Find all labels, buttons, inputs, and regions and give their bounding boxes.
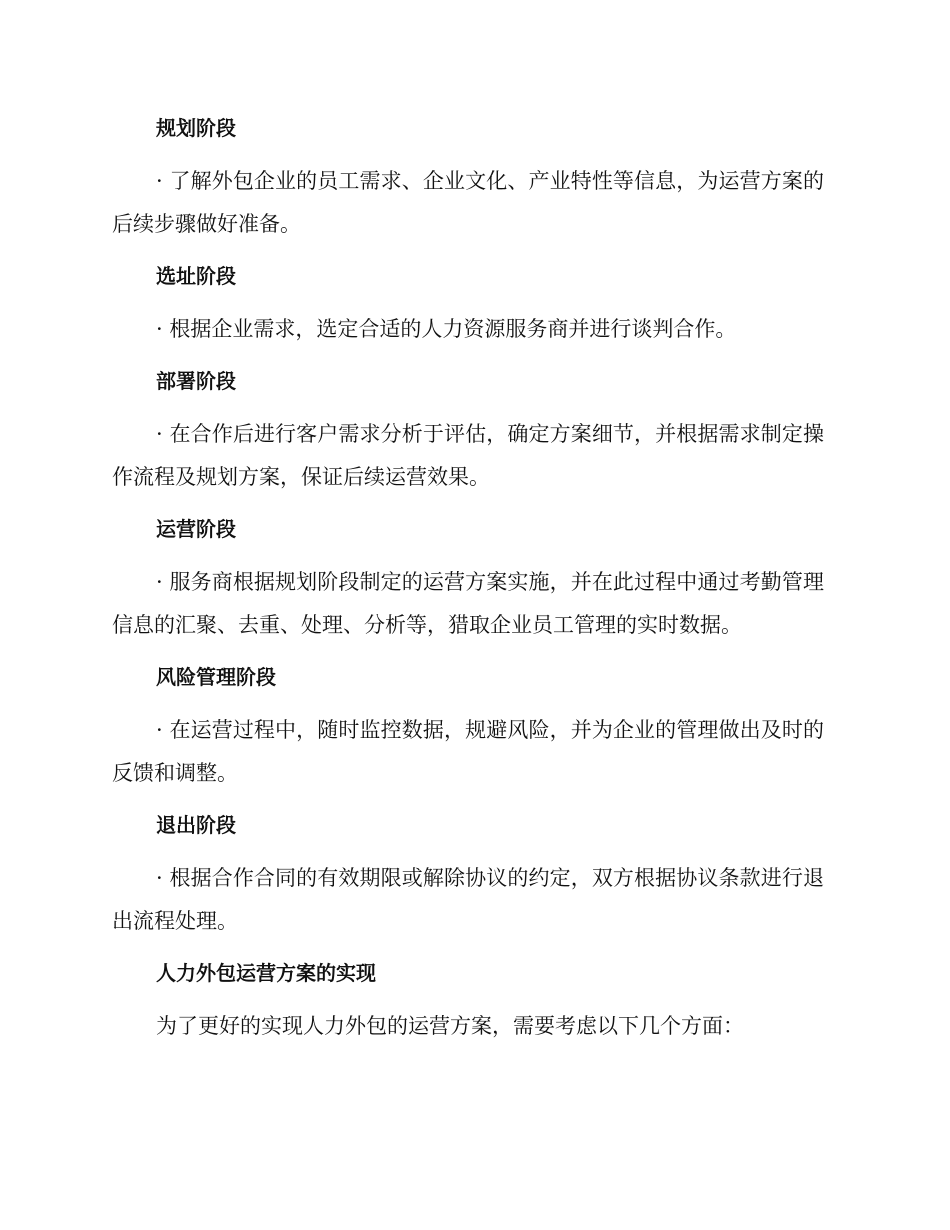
- section-heading-deployment: 部署阶段: [156, 369, 236, 393]
- section-paragraph-planning: · 了解外包企业的员工需求、企业文化、产业特性等信息，为运营方案的后续步骤做好准备。: [112, 169, 824, 236]
- section-heading-site-selection: 选址阶段: [156, 264, 236, 288]
- section-paragraph-operation: · 服务商根据规划阶段制定的运营方案实施，并在此过程中通过考勤管理信息的汇聚、去重、处理、分析等，猎取企业员工管理的实时数据。: [112, 570, 824, 637]
- section-heading-risk-management: 风险管理阶段: [156, 665, 276, 689]
- section-paragraph-implementation: 为了更好的实现人力外包的运营方案，需要考虑以下几个方面：: [156, 1014, 744, 1038]
- document-page: [112, 108, 824, 1048]
- section-heading-operation: 运营阶段: [156, 517, 236, 541]
- section-paragraph-site-selection: · 根据企业需求，选定合适的人力资源服务商并进行谈判合作。: [156, 317, 737, 341]
- section-paragraph-risk-management: · 在运营过程中，随时监控数据，规避风险，并为企业的管理做出及时的反馈和调整。: [112, 718, 824, 785]
- section-paragraph-exit: · 根据合作合同的有效期限或解除协议的约定，双方根据协议条款进行退出流程处理。: [112, 866, 824, 933]
- section-heading-planning: 规划阶段: [156, 116, 236, 140]
- section-paragraph-deployment: · 在合作后进行客户需求分析于评估，确定方案细节，并根据需求制定操作流程及规划方案，保证后续运营效果。: [112, 422, 824, 489]
- section-heading-implementation: 人力外包运营方案的实现: [156, 961, 376, 985]
- section-heading-exit: 退出阶段: [156, 813, 236, 837]
